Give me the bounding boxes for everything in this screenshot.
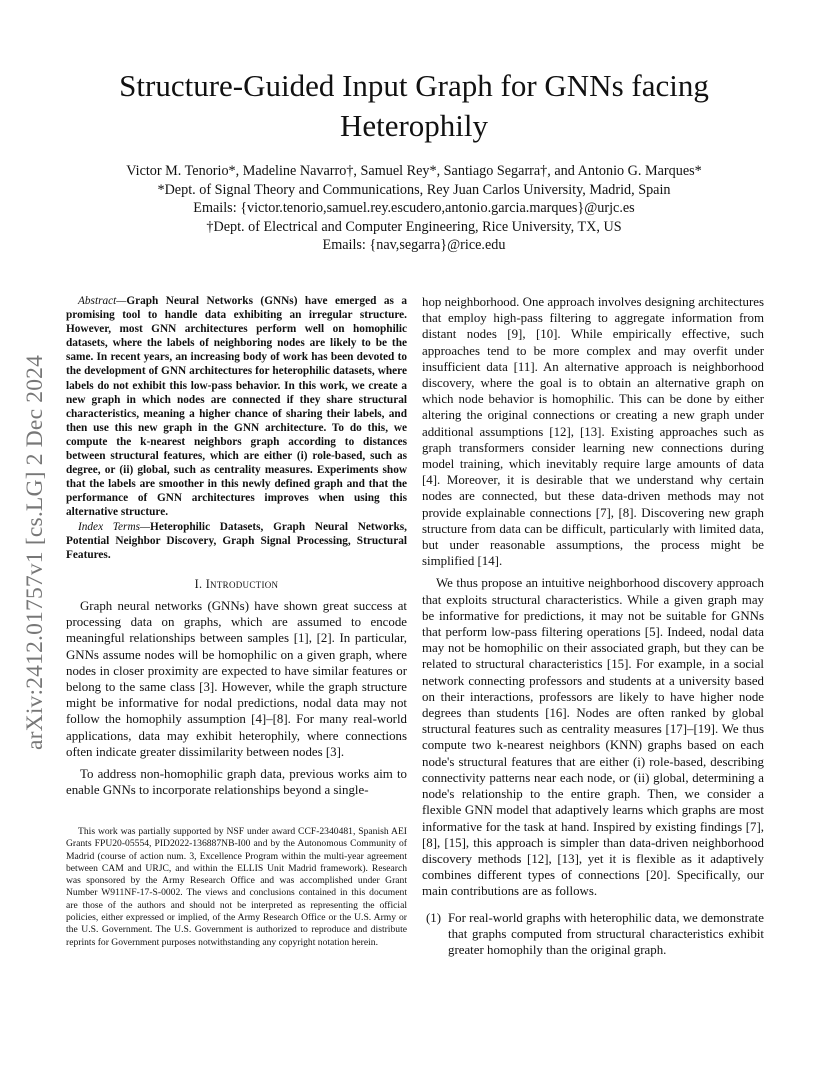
affiliation-2: †Dept. of Electrical and Computer Engineering, Rice University, TX, US xyxy=(206,218,622,235)
contribution-item xyxy=(422,910,764,959)
abstract-label: Abstract— xyxy=(78,295,127,307)
arxiv-stamp[interactable]: arXiv:2412.01757v1 [cs.LG] 2 Dec 2024 xyxy=(22,354,48,750)
intro-paragraph-4: We thus propose an intuitive neighborhood discovery approach that exploits structural characteristics. While a given graph may be informative for predictions, it may not be suitable for GNNs that perform low-pass filtering operations [5]. Indeed, nodal data may not be homophilic on their associated graph, but they can be related to structural characteristics [15]. For example, in a social network connecting professors and students at a university based on their interactions, professors are likely to have higher node degrees than students [16]. Nodes are often ranked by global structural features such as centrality measures [17]–[19]. We thus compute two k-nearest neighbors (KNN) graphs based on each node's structural features that are either (i) role-based, describing connectivity patterns near each node, or (ii) global, determining a node's relationship to the entire graph. Then, we consider a flexible GNN model that adaptively learns which graphs are most informative for the task at hand. Inspired by existing findings [7], [8], [15], this approach is simpler than data-driven neighborhood discovery methods [12], [13], yet it is flexible as it adaptively combines different types of connections [20]. Specifically, our main contributions are as follows. xyxy=(422,576,764,899)
footnote-text: This work was partially supported by NSF under award CCF-2340481, Spanish AEI Grants FPU20-05554, PID2022-136887NB-I00 and by the Autonomous Community of Madrid (course of action num. 3, Excellence Program within the multi-year agreement between CAM and URJC, and within the ELLIS Unit Madrid framework). Research was sponsored by the Army Research Office and was accomplished under Grant Number W911NF-17-S-0002. The views and conclusions contained in this document are those of the authors and should not be interpreted as representing the official policies, either expressed or implied, of the Army Research Office or the U.S. Army or the U.S. Government. The U.S. Government is authorized to reproduce and distribute reprints for Government purposes notwithstanding any copyright notation herein. xyxy=(66,826,407,948)
index-terms-text: Heterophilic Datasets, Graph Neural Networks, Potential Neighbor Discovery, Graph Signal Processing, Structural Features. xyxy=(66,520,408,561)
section-heading-introduction: I. Introduction xyxy=(194,576,279,591)
paper-title xyxy=(60,66,768,146)
contribution-text: For real-world graphs with heterophilic data, we demonstrate that graphs computed from structural characteristics exhibit greater homophily than the original graph. xyxy=(448,910,764,957)
author-list: Victor M. Tenorio*, Madeline Navarro†, Samuel Rey*, Santiago Segarra†, and Antonio G. Marques* xyxy=(126,163,702,179)
index-terms-label: Index Terms— xyxy=(78,520,151,533)
footnote xyxy=(66,826,407,949)
intro-paragraph-2: To address non-homophilic graph data, previous works aim to enable GNNs to incorporate relationships beyond a single- xyxy=(66,767,407,798)
emails-1: Emails: {victor.tenorio,samuel.rey.escudero,antonio.garcia.marques}@urjc.es xyxy=(193,200,635,217)
contribution-number: (1) xyxy=(426,910,442,925)
intro-paragraph-1: Graph neural networks (GNNs) have shown great success at processing data on graphs, which are assumed to encode meaningful relationships between samples [1], [2]. In particular, GNNs assume nodes will be homophilic on a given graph, where nodes in closer proximity are expected to have similar features or belong to the same class [3]. However, while the graph structure might be informative for nodal predictions, nodal data may not follow the homophily assumption [4]–[8]. For many real-world applications, data may exhibit heterophily, where connections often indicate greater dissimilarity between nodes [3]. xyxy=(66,598,407,759)
intro-paragraph-3: hop neighborhood. One approach involves designing architectures that employ high-pass filtering to aggregate information from distant nodes [9], [10]. While empirically effective, such approaches tend to be more complex and may overfit under insufficient data [11]. An alternative approach is neighborhood discovery, where the goal is to obtain an alternative graph on which node behavior is homophilic. This can be done by either altering the original connections or creating a new graph under additional assumptions [12], [13]. Existing approaches such as graph transformers consider learning new connections during model training, which inevitably require large amounts of data [4]. Moreover, it is desirable that we understand why certain nodes are connected, but these data-driven methods may not provide explainable connections [7], [8]. Discovering new graph structure from data can be difficult, particularly with limited data, but under reasonable assumptions, the process might be simplified [14]. xyxy=(422,295,764,569)
emails-2: Emails: {nav,segarra}@rice.edu xyxy=(322,237,506,254)
abstract xyxy=(66,294,407,562)
title-line-2: Heterophily xyxy=(339,108,489,143)
affiliation-1: *Dept. of Signal Theory and Communications, Rey Juan Carlos University, Madrid, Spain xyxy=(157,181,671,198)
author-block xyxy=(40,162,788,255)
right-column xyxy=(422,294,764,958)
title-line-1: Structure-Guided Input Graph for GNNs facing xyxy=(119,68,709,103)
left-column xyxy=(66,294,407,798)
abstract-text: Graph Neural Networks (GNNs) have emerged as a promising tool to handle data exhibiting an irregular structure. However, most GNN architectures perform well on homophilic datasets, where the labels of neighboring nodes are likely to be the same. In recent years, an increasing body of work has been devoted to the development of GNN architectures for heterophilic datasets, where labels do not exhibit this low-pass behavior. In this work, we create a new graph in which nodes are connected if they share structural characteristics, meaning a higher chance of sharing their labels, and then use this new graph in the GNN architecture. To do this, we compute the k-nearest neighbors graph according to distances between structural features, which are either (i) role-based, such as degree, or (ii) global, such as centrality measures. Experiments show that the labels are smoother in this newly defined graph and that the performance of GNN architectures improves when using this alternative structure. xyxy=(66,295,407,519)
